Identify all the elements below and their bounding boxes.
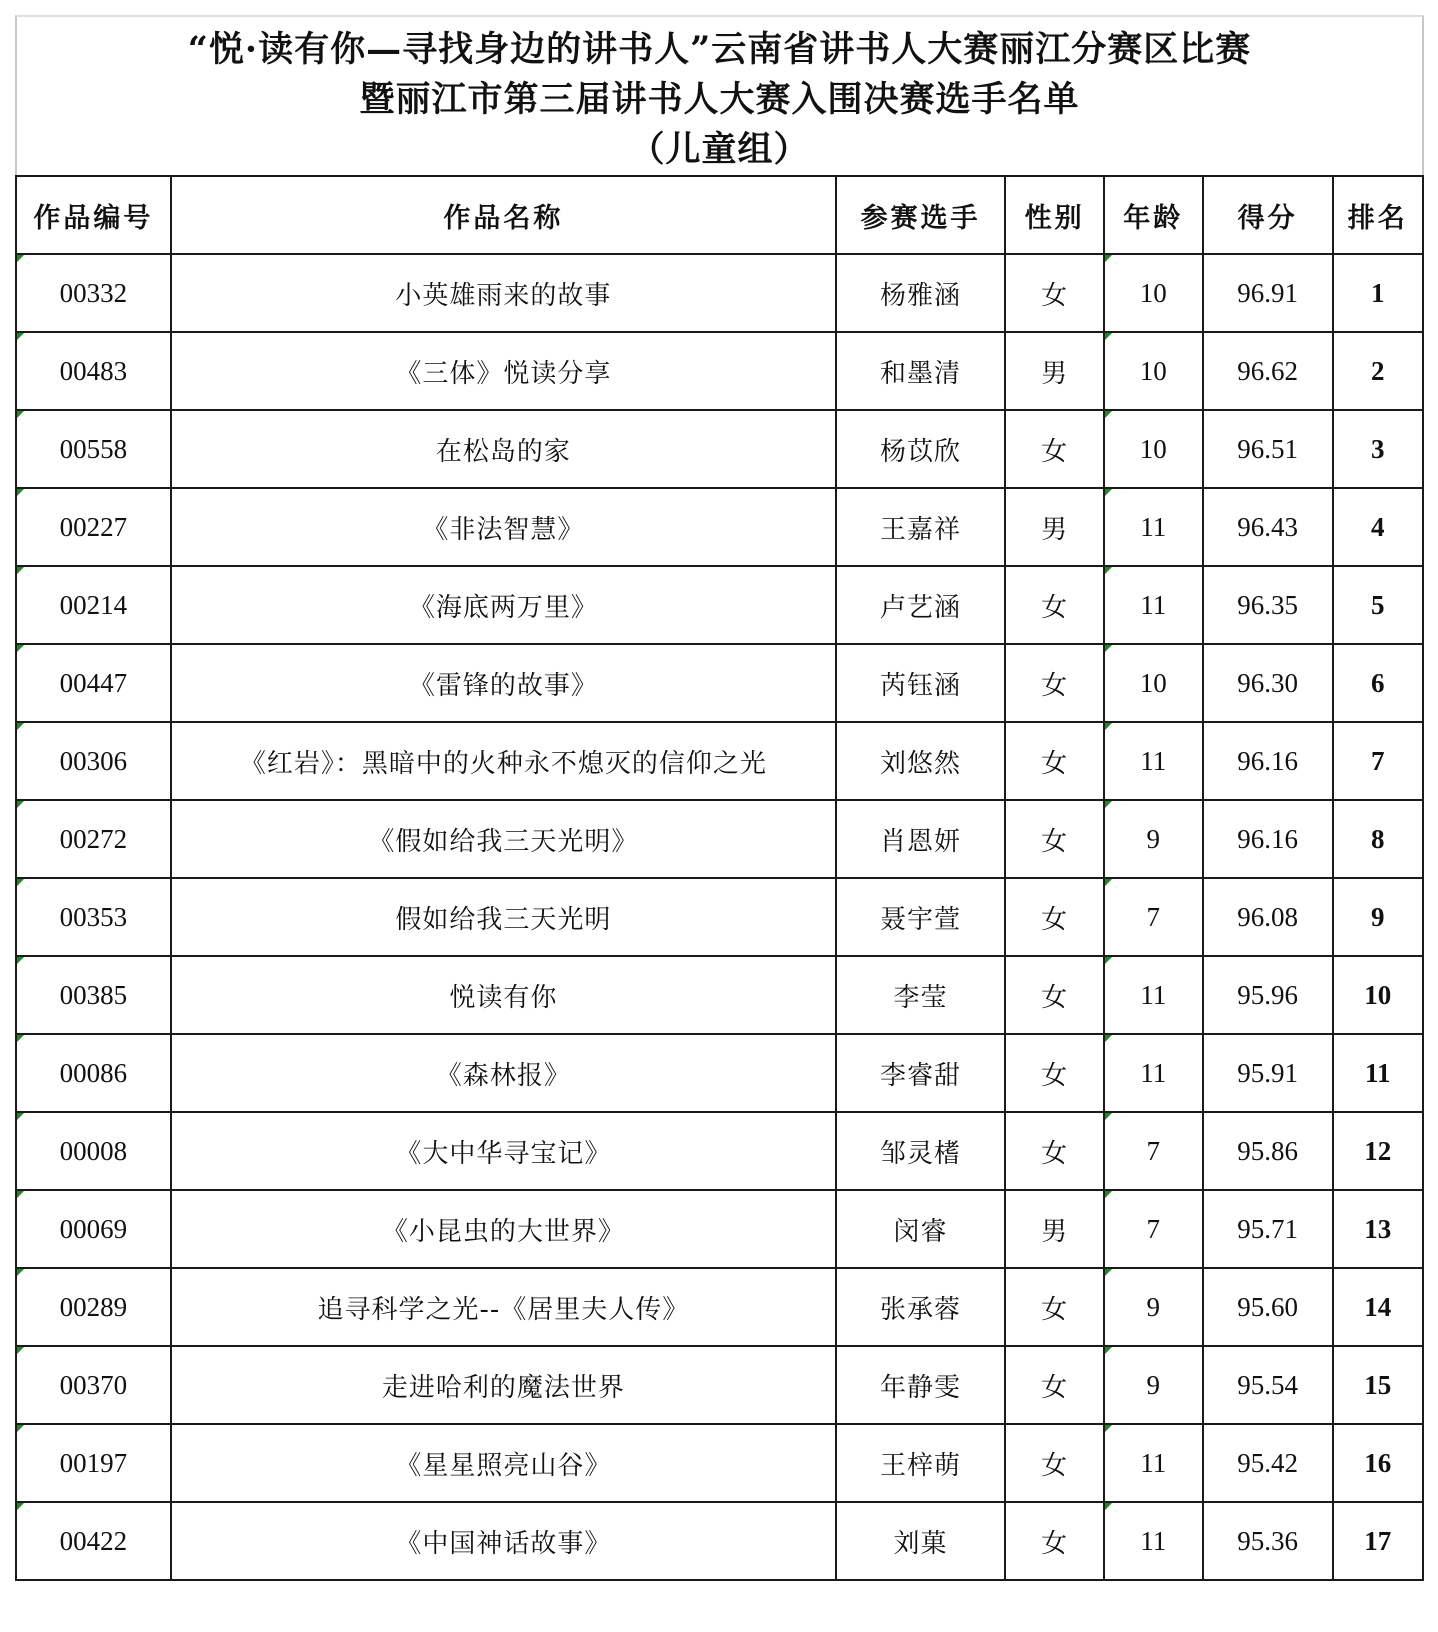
- cell-gender: 女: [1005, 800, 1104, 878]
- header-rank: 排名: [1333, 176, 1423, 254]
- cell-score: 95.86: [1203, 1112, 1333, 1190]
- table-row: [16, 332, 1423, 410]
- cell-work-id: 00289: [16, 1268, 171, 1346]
- cell-gender: 女: [1005, 1112, 1104, 1190]
- table-body: [16, 254, 1423, 1580]
- cell-rank: 11: [1333, 1034, 1423, 1112]
- cell-gender: 女: [1005, 1268, 1104, 1346]
- table-row: [16, 410, 1423, 488]
- cell-score: 96.91: [1203, 254, 1333, 332]
- cell-age: 11: [1104, 956, 1203, 1034]
- cell-rank: 2: [1333, 332, 1423, 410]
- table-row: [16, 1502, 1423, 1580]
- cell-age: 11: [1104, 1034, 1203, 1112]
- cell-score: 95.91: [1203, 1034, 1333, 1112]
- cell-rank: 1: [1333, 254, 1423, 332]
- cell-age: 10: [1104, 410, 1203, 488]
- cell-age: 7: [1104, 1112, 1203, 1190]
- cell-gender: 女: [1005, 410, 1104, 488]
- cell-age: 11: [1104, 488, 1203, 566]
- cell-work-title: 《假如给我三天光明》: [171, 800, 836, 878]
- table-row: [16, 800, 1423, 878]
- title-block: [17, 17, 1422, 175]
- title-line-1: “悦·读有你—寻找身边的讲书人”云南省讲书人大赛丽江分赛区比赛: [187, 29, 1252, 70]
- table-row: [16, 254, 1423, 332]
- cell-contestant-name: 杨雅涵: [836, 254, 1005, 332]
- cell-score: 96.30: [1203, 644, 1333, 722]
- cell-work-id: 00069: [16, 1190, 171, 1268]
- cell-age: 9: [1104, 800, 1203, 878]
- cell-work-title: 在松岛的家: [171, 410, 836, 488]
- cell-work-title: 走进哈利的魔法世界: [171, 1346, 836, 1424]
- cell-gender: 女: [1005, 1346, 1104, 1424]
- cell-work-id: 00306: [16, 722, 171, 800]
- cell-contestant-name: 芮钰涵: [836, 644, 1005, 722]
- cell-work-id: 00008: [16, 1112, 171, 1190]
- cell-contestant-name: 和墨清: [836, 332, 1005, 410]
- cell-gender: 女: [1005, 878, 1104, 956]
- cell-rank: 8: [1333, 800, 1423, 878]
- cell-gender: 男: [1005, 488, 1104, 566]
- cell-contestant-name: 邹灵榰: [836, 1112, 1005, 1190]
- cell-score: 95.71: [1203, 1190, 1333, 1268]
- cell-age: 10: [1104, 254, 1203, 332]
- table-row: [16, 488, 1423, 566]
- header-score: 得分: [1203, 176, 1333, 254]
- cell-rank: 16: [1333, 1424, 1423, 1502]
- cell-work-title: 《非法智慧》: [171, 488, 836, 566]
- cell-age: 10: [1104, 644, 1203, 722]
- header-gender: 性别: [1005, 176, 1104, 254]
- table-row: [16, 1268, 1423, 1346]
- cell-work-title: 《大中华寻宝记》: [171, 1112, 836, 1190]
- cell-rank: 17: [1333, 1502, 1423, 1580]
- cell-contestant-name: 肖恩妍: [836, 800, 1005, 878]
- cell-age: 7: [1104, 1190, 1203, 1268]
- cell-rank: 13: [1333, 1190, 1423, 1268]
- cell-age: 11: [1104, 1502, 1203, 1580]
- cell-work-title: 假如给我三天光明: [171, 878, 836, 956]
- cell-gender: 女: [1005, 644, 1104, 722]
- header-age: 年龄: [1104, 176, 1203, 254]
- cell-work-id: 00214: [16, 566, 171, 644]
- cell-work-title: 追寻科学之光--《居里夫人传》: [171, 1268, 836, 1346]
- title-line-3: （儿童组）: [629, 129, 810, 170]
- table-row: [16, 956, 1423, 1034]
- cell-score: 95.60: [1203, 1268, 1333, 1346]
- cell-gender: 女: [1005, 254, 1104, 332]
- cell-work-id: 00332: [16, 254, 171, 332]
- cell-work-title: 《森林报》: [171, 1034, 836, 1112]
- cell-contestant-name: 闵睿: [836, 1190, 1005, 1268]
- cell-work-title: 《雷锋的故事》: [171, 644, 836, 722]
- cell-contestant-name: 刘菓: [836, 1502, 1005, 1580]
- table-row: [16, 1346, 1423, 1424]
- table-row: [16, 1112, 1423, 1190]
- cell-rank: 12: [1333, 1112, 1423, 1190]
- cell-rank: 4: [1333, 488, 1423, 566]
- cell-work-title: 《小昆虫的大世界》: [171, 1190, 836, 1268]
- cell-age: 9: [1104, 1268, 1203, 1346]
- cell-gender: 女: [1005, 1502, 1104, 1580]
- cell-work-title: 小英雄雨来的故事: [171, 254, 836, 332]
- cell-contestant-name: 李莹: [836, 956, 1005, 1034]
- cell-score: 95.96: [1203, 956, 1333, 1034]
- cell-score: 95.42: [1203, 1424, 1333, 1502]
- cell-rank: 9: [1333, 878, 1423, 956]
- cell-work-title: 悦读有你: [171, 956, 836, 1034]
- table-row: [16, 1034, 1423, 1112]
- cell-contestant-name: 王嘉祥: [836, 488, 1005, 566]
- cell-work-id: 00483: [16, 332, 171, 410]
- cell-contestant-name: 李睿甜: [836, 1034, 1005, 1112]
- cell-work-id: 00422: [16, 1502, 171, 1580]
- cell-score: 95.36: [1203, 1502, 1333, 1580]
- cell-contestant-name: 聂宇萱: [836, 878, 1005, 956]
- cell-rank: 14: [1333, 1268, 1423, 1346]
- cell-work-id: 00197: [16, 1424, 171, 1502]
- cell-work-title: 《红岩》：黑暗中的火种永不熄灭的信仰之光: [171, 722, 836, 800]
- cell-work-id: 00272: [16, 800, 171, 878]
- cell-contestant-name: 王梓萌: [836, 1424, 1005, 1502]
- cell-age: 11: [1104, 1424, 1203, 1502]
- cell-score: 95.54: [1203, 1346, 1333, 1424]
- table-row: [16, 644, 1423, 722]
- cell-work-id: 00227: [16, 488, 171, 566]
- cell-work-title: 《中国神话故事》: [171, 1502, 836, 1580]
- cell-rank: 3: [1333, 410, 1423, 488]
- cell-work-id: 00385: [16, 956, 171, 1034]
- cell-score: 96.35: [1203, 566, 1333, 644]
- cell-gender: 男: [1005, 1190, 1104, 1268]
- cell-work-id: 00558: [16, 410, 171, 488]
- table-row: [16, 1424, 1423, 1502]
- cell-gender: 女: [1005, 1034, 1104, 1112]
- cell-rank: 6: [1333, 644, 1423, 722]
- cell-contestant-name: 张承蓉: [836, 1268, 1005, 1346]
- cell-work-title: 《星星照亮山谷》: [171, 1424, 836, 1502]
- cell-score: 96.51: [1203, 410, 1333, 488]
- cell-contestant-name: 刘悠然: [836, 722, 1005, 800]
- cell-age: 10: [1104, 332, 1203, 410]
- cell-rank: 15: [1333, 1346, 1423, 1424]
- header-id: 作品编号: [16, 176, 171, 254]
- cell-contestant-name: 杨苡欣: [836, 410, 1005, 488]
- cell-age: 9: [1104, 1346, 1203, 1424]
- cell-gender: 男: [1005, 332, 1104, 410]
- table-row: [16, 722, 1423, 800]
- cell-score: 96.62: [1203, 332, 1333, 410]
- cell-gender: 女: [1005, 956, 1104, 1034]
- cell-age: 7: [1104, 878, 1203, 956]
- table-row: [16, 566, 1423, 644]
- header-row: [16, 176, 1423, 254]
- table-row: [16, 1190, 1423, 1268]
- cell-score: 96.16: [1203, 800, 1333, 878]
- spreadsheet-sheet: [15, 15, 1424, 1581]
- cell-work-id: 00447: [16, 644, 171, 722]
- cell-work-id: 00353: [16, 878, 171, 956]
- cell-work-title: 《三体》悦读分享: [171, 332, 836, 410]
- cell-gender: 女: [1005, 566, 1104, 644]
- cell-score: 96.16: [1203, 722, 1333, 800]
- cell-age: 11: [1104, 566, 1203, 644]
- cell-rank: 10: [1333, 956, 1423, 1034]
- cell-work-title: 《海底两万里》: [171, 566, 836, 644]
- table-row: [16, 878, 1423, 956]
- cell-score: 96.43: [1203, 488, 1333, 566]
- title-line-2: 暨丽江市第三届讲书人大赛入围决赛选手名单: [359, 79, 1080, 120]
- cell-score: 96.08: [1203, 878, 1333, 956]
- header-work: 作品名称: [171, 176, 836, 254]
- cell-age: 11: [1104, 722, 1203, 800]
- cell-gender: 女: [1005, 722, 1104, 800]
- cell-contestant-name: 卢艺涵: [836, 566, 1005, 644]
- finalists-table: [15, 175, 1424, 1581]
- cell-contestant-name: 年静雯: [836, 1346, 1005, 1424]
- cell-work-id: 00370: [16, 1346, 171, 1424]
- cell-rank: 7: [1333, 722, 1423, 800]
- cell-rank: 5: [1333, 566, 1423, 644]
- cell-gender: 女: [1005, 1424, 1104, 1502]
- header-name: 参赛选手: [836, 176, 1005, 254]
- cell-work-id: 00086: [16, 1034, 171, 1112]
